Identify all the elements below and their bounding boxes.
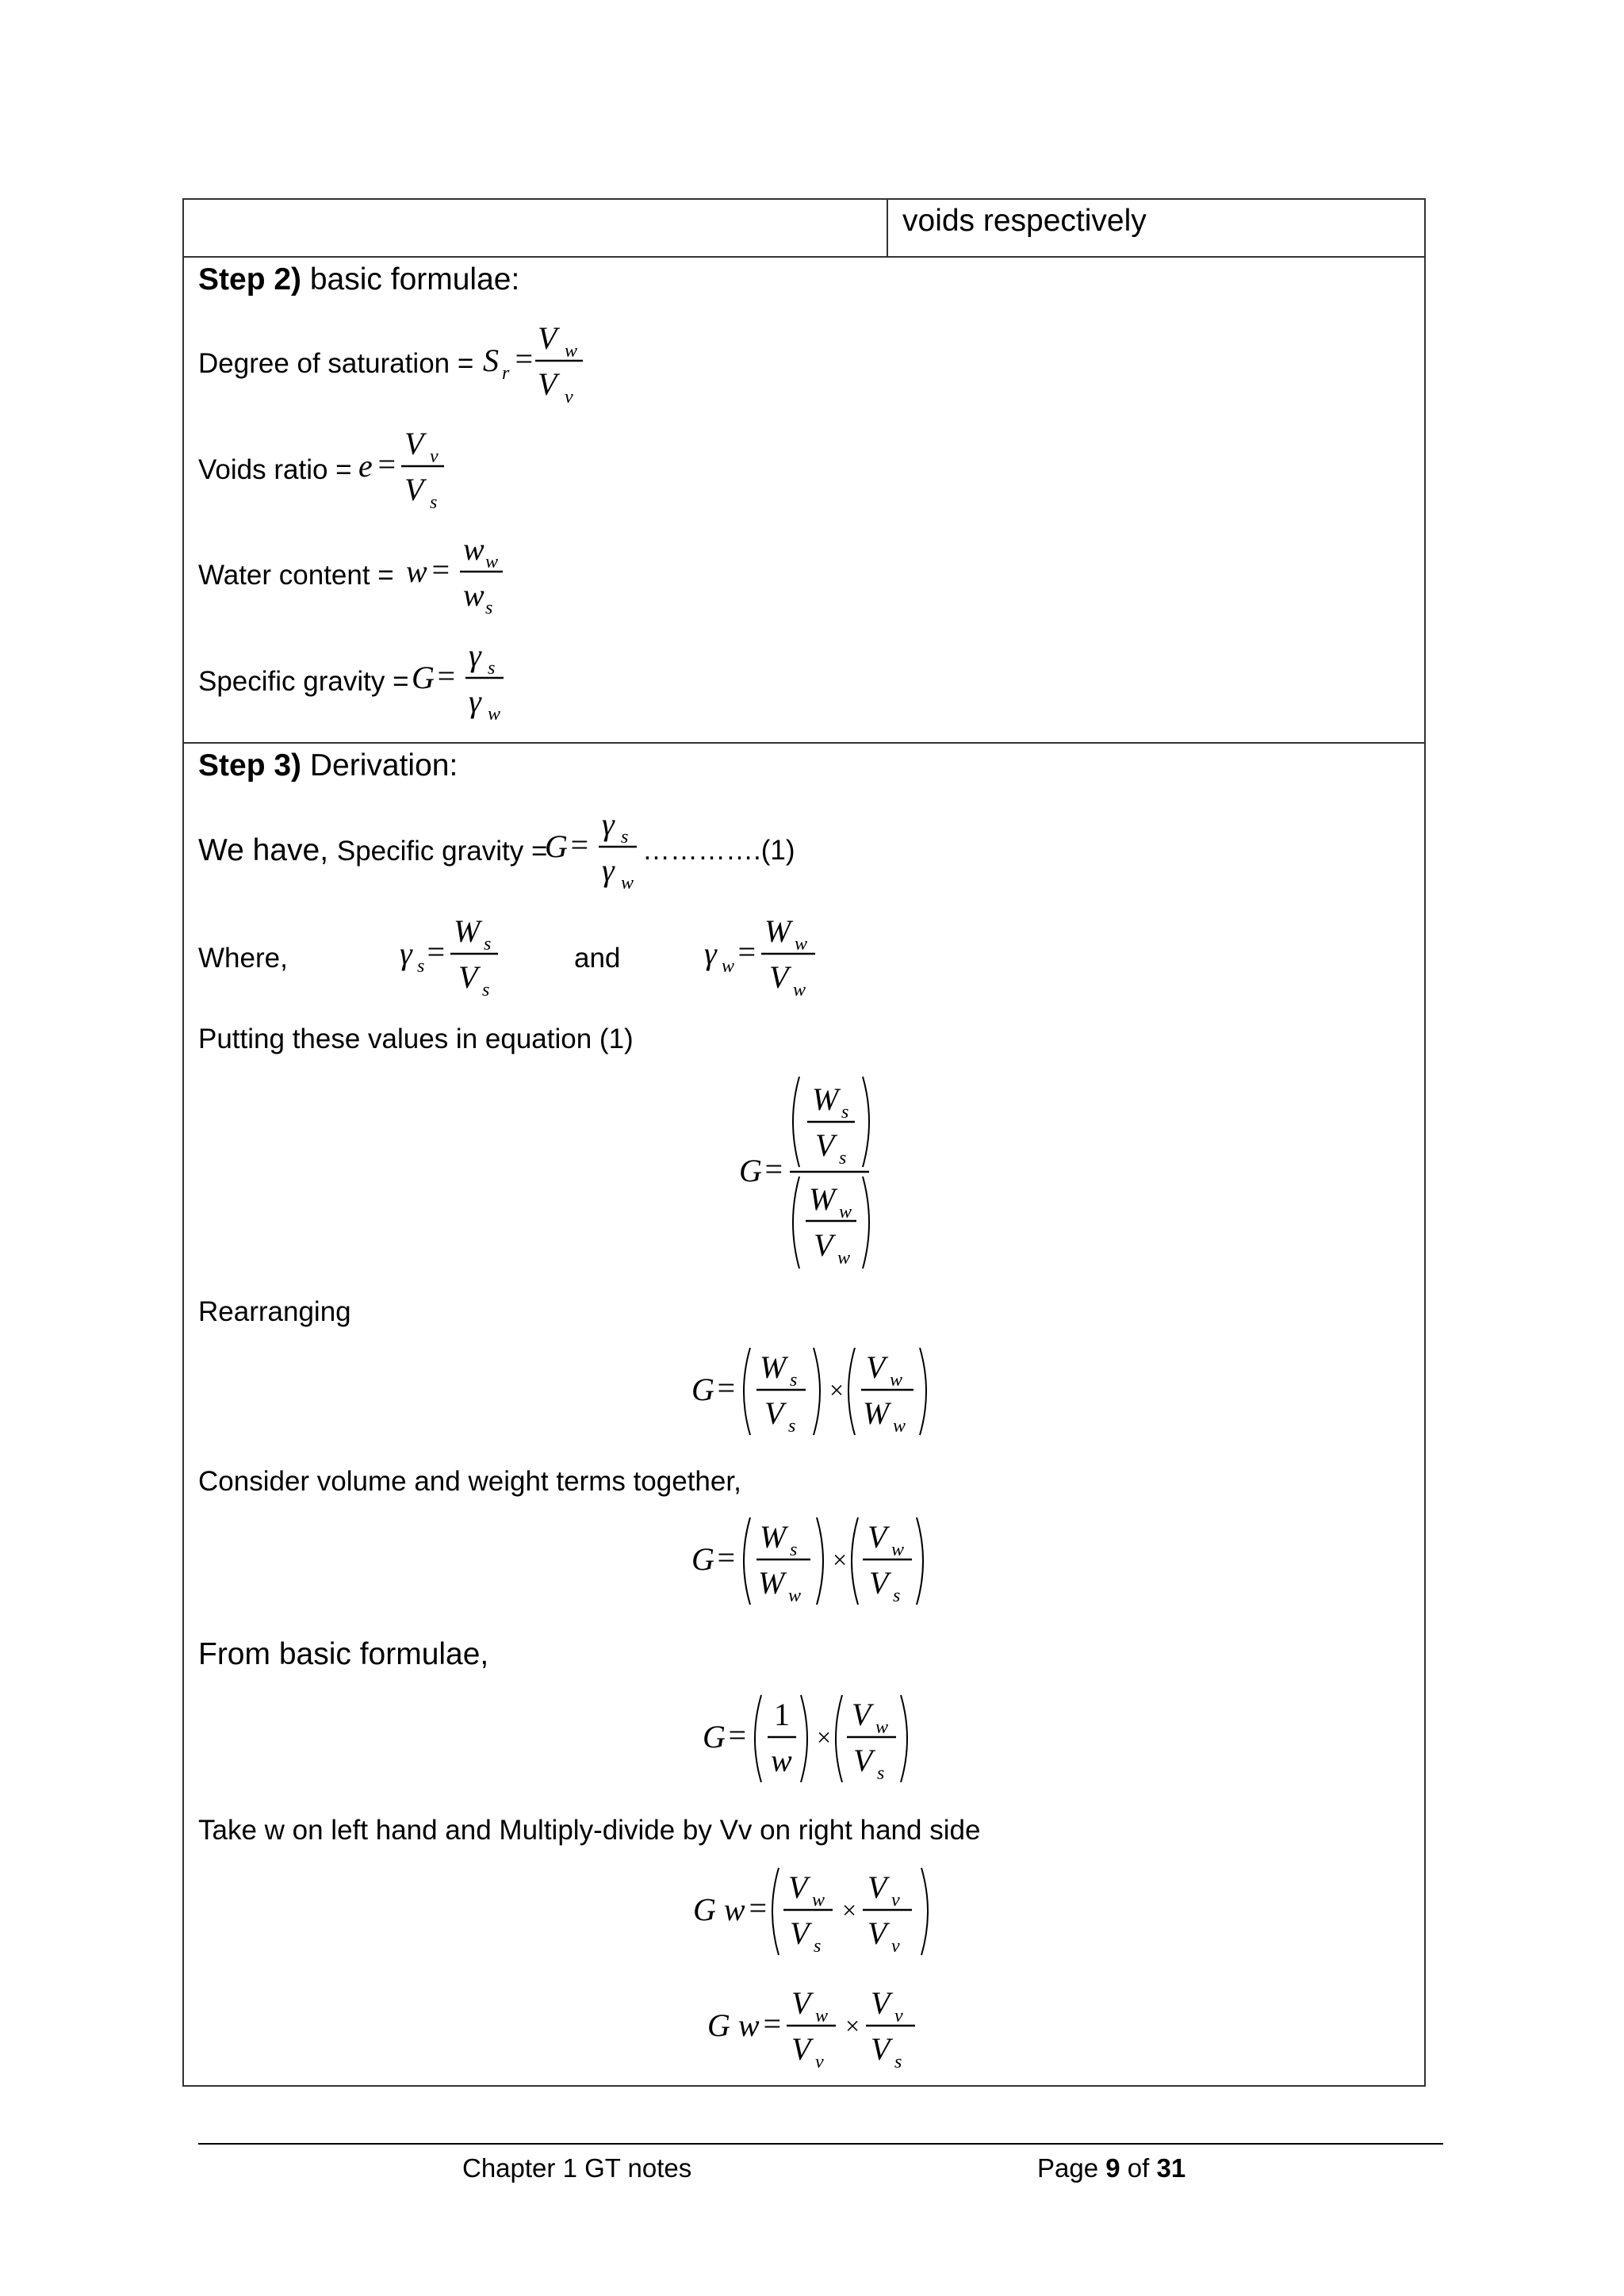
svg-text:G: G <box>691 1541 714 1577</box>
svg-text:s: s <box>488 658 496 679</box>
svg-text:s: s <box>485 598 493 618</box>
saturation-label: Degree of saturation = <box>198 348 474 379</box>
svg-text:V: V <box>538 366 557 402</box>
svg-text:w: w <box>488 704 501 725</box>
svg-text:G w: G w <box>693 1892 745 1927</box>
svg-text:w: w <box>565 341 578 362</box>
voids-ratio-formula <box>355 423 450 516</box>
footer-page-number: Page 9 of 31 <box>1037 2153 1186 2183</box>
svg-text:G: G <box>412 660 435 695</box>
svg-text:s: s <box>790 1370 798 1391</box>
svg-text:V: V <box>788 1869 808 1905</box>
specific-gravity-label: Specific gravity = <box>198 666 409 697</box>
svg-text:1: 1 <box>774 1697 790 1732</box>
saturation-formula <box>480 317 591 411</box>
svg-text:v: v <box>565 387 573 408</box>
footer-rule <box>198 2143 1443 2145</box>
svg-text:G w: G w <box>707 2007 760 2043</box>
svg-text:W: W <box>863 1395 890 1431</box>
eq1-formula <box>542 803 645 897</box>
svg-text:s: s <box>894 2052 902 2072</box>
svg-text:r: r <box>502 363 510 384</box>
footer-chapter: Chapter 1 GT notes <box>462 2153 692 2183</box>
we-have-line: We have, Specific gravity = <box>198 833 548 867</box>
row1-right-cell-text: voids respectively <box>902 204 1147 238</box>
svg-text:=: = <box>435 658 457 694</box>
final-formula <box>704 1976 934 2079</box>
svg-text:s: s <box>417 956 425 977</box>
svg-text:w: w <box>795 934 808 955</box>
svg-text:G: G <box>545 828 568 864</box>
svg-text:V: V <box>769 959 789 995</box>
svg-text:s: s <box>814 1936 822 1957</box>
svg-text:s: s <box>484 934 492 955</box>
svg-text:w: w <box>875 1717 889 1738</box>
svg-text:w: w <box>815 2006 829 2026</box>
svg-text:e: e <box>358 448 373 484</box>
gamma-s-formula <box>396 910 508 1004</box>
multiply-divide-formula <box>690 1860 944 1963</box>
row-divider-1 <box>182 256 1426 258</box>
svg-text:W: W <box>760 1349 787 1385</box>
svg-text:w: w <box>621 873 634 894</box>
svg-text:V: V <box>869 1565 889 1601</box>
svg-text:G: G <box>703 1719 726 1755</box>
svg-text:w: w <box>837 1248 851 1269</box>
svg-text:γ: γ <box>602 806 615 842</box>
nested-fraction-formula <box>730 1070 888 1276</box>
svg-text:V: V <box>866 1349 886 1385</box>
where-label: Where, <box>198 943 288 974</box>
svg-text:v: v <box>430 446 439 467</box>
svg-text:×: × <box>841 1896 858 1924</box>
svg-text:V: V <box>871 1985 891 2021</box>
svg-text:=: = <box>425 934 446 970</box>
svg-text:W: W <box>812 1081 839 1117</box>
svg-text:=: = <box>430 552 451 587</box>
svg-text:V: V <box>868 1519 887 1555</box>
svg-text:s: s <box>430 492 438 513</box>
column-divider <box>887 198 888 256</box>
svg-text:W: W <box>760 1519 787 1555</box>
svg-text:s: s <box>788 1416 796 1437</box>
step2-heading: Step 2) basic formulae: <box>198 262 520 297</box>
svg-text:s: s <box>841 1102 849 1123</box>
svg-text:v: v <box>815 2052 824 2072</box>
svg-text:=: = <box>513 341 534 377</box>
svg-text:V: V <box>871 2031 891 2067</box>
svg-text:V: V <box>404 472 424 507</box>
svg-text:W: W <box>809 1181 836 1217</box>
svg-text:×: × <box>828 1376 845 1404</box>
svg-text:w: w <box>463 577 485 613</box>
row-divider-2 <box>182 742 1426 744</box>
voids-ratio-label: Voids ratio = <box>198 454 352 485</box>
svg-text:s: s <box>621 827 629 848</box>
consider-text: Consider volume and weight terms together, <box>198 1466 741 1497</box>
svg-text:V: V <box>458 959 478 995</box>
svg-text:s: s <box>839 1148 847 1169</box>
svg-text:=: = <box>747 1890 768 1926</box>
svg-text:V: V <box>852 1697 871 1732</box>
svg-text:V: V <box>790 1915 810 1951</box>
svg-text:v: v <box>891 1936 900 1957</box>
svg-text:V: V <box>868 1915 887 1951</box>
substituted-formula <box>693 1687 915 1790</box>
svg-text:w: w <box>793 980 806 1001</box>
svg-text:w: w <box>812 1890 825 1911</box>
svg-text:=: = <box>569 827 590 863</box>
svg-text:V: V <box>791 1985 811 2021</box>
svg-text:V: V <box>791 2031 811 2067</box>
svg-text:=: = <box>715 1370 737 1406</box>
svg-text:w: w <box>890 1370 903 1391</box>
svg-text:W: W <box>454 913 481 949</box>
rearranged-formula <box>682 1340 936 1443</box>
svg-text:V: V <box>868 1869 887 1905</box>
take-w-text: Take w on left hand and Multiply-divide by Vv on right hand side <box>198 1815 981 1846</box>
specific-gravity-formula <box>408 634 511 728</box>
svg-text:V: V <box>815 1127 835 1163</box>
svg-text:s: s <box>790 1540 798 1560</box>
svg-text:s: s <box>893 1586 901 1606</box>
svg-text:=: = <box>715 1540 737 1575</box>
svg-text:v: v <box>891 1890 900 1911</box>
svg-text:W: W <box>764 913 791 949</box>
svg-text:γ: γ <box>602 852 615 888</box>
svg-text:w: w <box>893 1416 906 1437</box>
svg-text:V: V <box>853 1743 873 1778</box>
rearranging-text: Rearranging <box>198 1296 351 1327</box>
svg-text:w: w <box>891 1540 905 1560</box>
svg-text:γ: γ <box>704 936 717 971</box>
svg-text:γ: γ <box>469 637 481 673</box>
svg-text:V: V <box>764 1395 784 1431</box>
svg-text:v: v <box>894 2006 903 2026</box>
svg-text:w: w <box>771 1743 792 1778</box>
svg-text:w: w <box>788 1586 802 1606</box>
water-content-label: Water content = <box>198 560 394 591</box>
svg-text:γ: γ <box>469 683 481 719</box>
svg-text:=: = <box>763 1151 784 1187</box>
svg-text:×: × <box>815 1723 833 1751</box>
step3-heading: Step 3) Derivation: <box>198 748 458 783</box>
gamma-w-formula <box>701 910 820 1004</box>
svg-text:s: s <box>877 1763 885 1784</box>
svg-text:W: W <box>758 1565 785 1601</box>
svg-text:w: w <box>722 956 735 977</box>
svg-text:V: V <box>404 426 424 461</box>
svg-text:w: w <box>463 531 485 567</box>
svg-text:G: G <box>691 1372 714 1407</box>
grouped-formula <box>682 1510 936 1613</box>
eq1-tag: ………….(1) <box>642 835 795 866</box>
svg-text:=: = <box>761 2006 783 2042</box>
svg-text:S: S <box>483 342 499 378</box>
water-content-formula <box>403 528 506 622</box>
svg-text:×: × <box>831 1545 848 1574</box>
svg-text:w: w <box>839 1202 852 1223</box>
svg-text:=: = <box>736 934 757 970</box>
svg-text:=: = <box>726 1717 748 1753</box>
svg-text:w: w <box>406 553 427 589</box>
svg-text:w: w <box>485 552 499 572</box>
svg-text:V: V <box>538 320 557 356</box>
putting-text: Putting these values in equation (1) <box>198 1024 634 1054</box>
svg-text:s: s <box>482 980 490 1001</box>
and-label: and <box>574 943 621 974</box>
svg-text:γ: γ <box>400 936 412 971</box>
svg-text:G: G <box>739 1153 762 1188</box>
svg-text:V: V <box>814 1227 833 1263</box>
from-basic-text: From basic formulae, <box>198 1637 489 1671</box>
svg-text:=: = <box>376 446 397 482</box>
svg-text:×: × <box>844 2011 861 2040</box>
